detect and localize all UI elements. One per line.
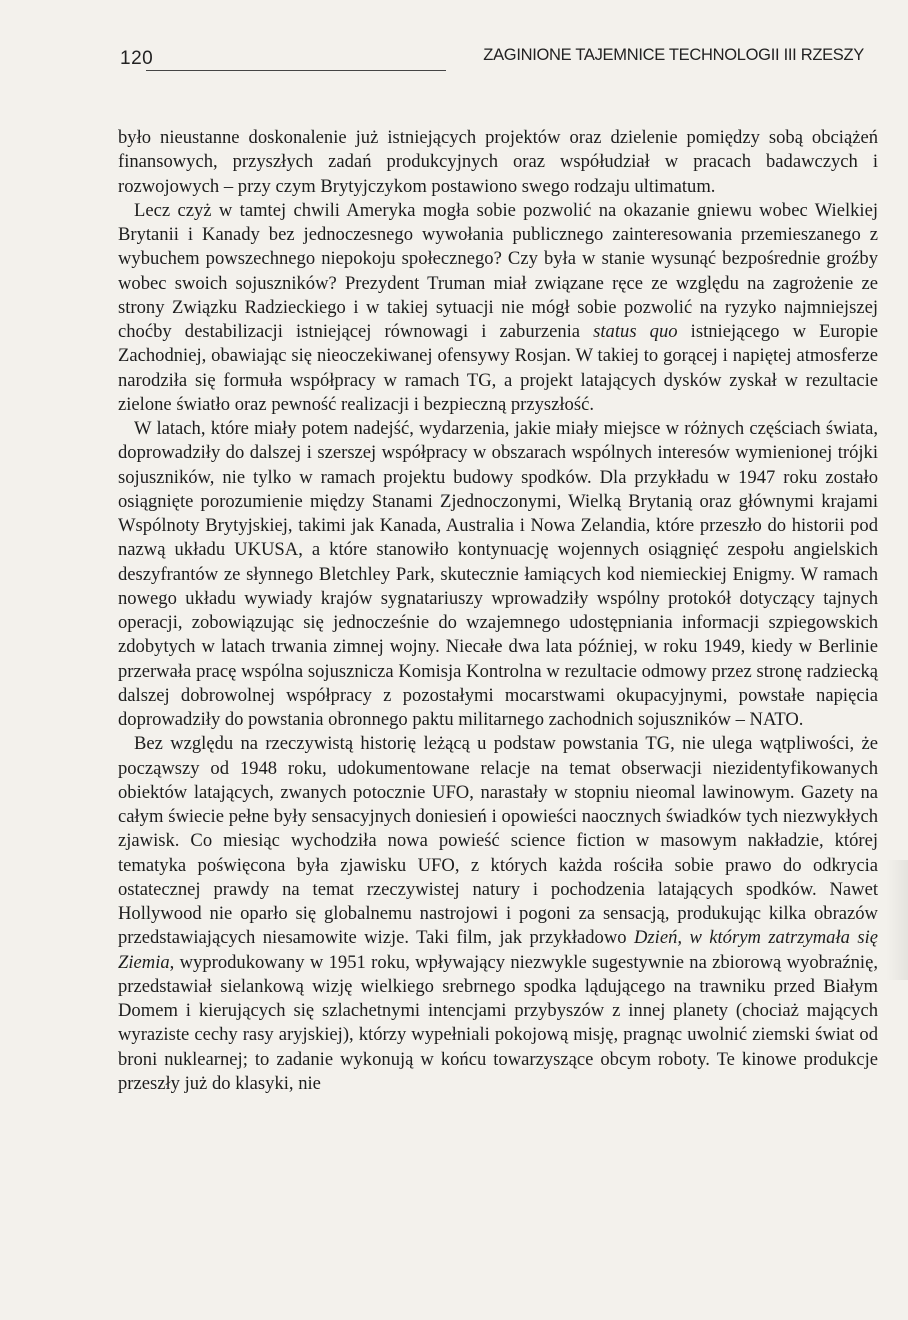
paragraph: Lecz czyż w tamtej chwili Ameryka mogła sobie pozwolić na okazanie gniewu wobec Wielkiej Brytanii i Kanady bez jednoczesnego wywołania publicznego zainteresowania przemieszanego z wybuchem powszechnego niepokoju społecznego? Czy była w stanie wysunąć bezpośrednie groźby wobec swoich sojuszników? Prezydent Truman miał związane ręce ze względu na zagrożenie ze strony Związku Radzieckiego i w takiej sytuacji nie mógł sobie pozwolić na ryzyko najmniejszej choćby destabilizacji istniejącej równowagi i zaburzenia status quo istniejącego w Europie Zachodniej, obawiając się nieoczekiwanej ofensywy Rosjan. W takiej to gorącej i napiętej atmosferze narodziła się formuła współpracy w ramach TG, a projekt latających dysków zyskał w rezultacie zielone światło oraz pewność realizacji i bezpieczną przyszłość. — [118, 199, 878, 415]
page-number: 120 — [120, 48, 154, 69]
header-rule — [146, 70, 446, 71]
paragraph: Bez względu na rzeczywistą historię leżącą u podstaw powstania TG, nie ulega wątpliwości, że począwszy od 1948 roku, udokumentowane relacje na temat obserwacji niezidentyfikowanych obiektów latających, zwanych potocznie UFO, narastały w stopniu nieomal lawinowym. Gazety na całym świecie pełne były sensacyjnych doniesień i opowieści naocznych świadków tych niezwykłych zjawisk. Co miesiąc wychodziła nowa powieść science fiction w masowym nakładzie, której tematyka poświęcona była zjawisku UFO, z których każda rościła sobie prawo do odkrycia ostatecznej prawdy na temat rzeczywistej natury i pochodzenia latających spodków. Nawet Hollywood nie oparło się globalnemu nastrojowi i pogoni za sensacją, produkując kilka obrazów przedstawiających niesamowite wizje. Taki film, jak przykładowo Dzień, w którym zatrzymała się Ziemia, wyprodukowany w 1951 roku, wpływający niezwykle sugestywnie na zbiorową wyobraźnię, przedstawiał sielankową wizję wielkiego srebrnego spodka lądującego na trawniku przed Białym Domem i kierujących się szlachetnymi intencjami przybyszów z innej planety (chociaż mających wyraziste cechy rasy aryjskiej), którzy wypełniali pokojową misję, pragnąc uwolnić ziemski świat od broni nuklearnej; to zadanie wykonują w końcu towarzyszące obcym roboty. Te kinowe produkcje przeszły już do klasyki, nie — [118, 733, 879, 1094]
body-text — [118, 126, 878, 1096]
paragraph: było nieustanne doskonalenie już istniejących projektów oraz dzielenie pomiędzy sobą obciążeń finansowych, przyszłych zadań produkcyjnych oraz współudział w pracach badawczych i rozwojowych – przy czym Brytyjczykom postawiono swego rodzaju ultimatum. — [118, 127, 878, 197]
page-header — [120, 40, 868, 80]
running-title: ZAGINIONE TAJEMNICE TECHNOLOGII III RZESZY — [483, 46, 864, 64]
italic-phrase: status quo — [593, 321, 678, 342]
page-shadow — [886, 860, 908, 980]
paragraph: W latach, które miały potem nadejść, wydarzenia, jakie miały miejsce w różnych częściach świata, doprowadziły do dalszej i szerszej współpracy w obszarach wspólnych interesów wymienionej trójki sojuszników, nie tylko w ramach projektu budowy spodków. Dla przykładu w 1947 roku zostało osiągnięte porozumienie między Stanami Zjednoczonymi, Wielką Brytanią oraz głównymi krajami Wspólnoty Brytyjskiej, takimi jak Kanada, Australia i Nowa Zelandia, które przeszło do historii pod nazwą układu UKUSA, a które stanowiło kontynuację wojennych osiągnięć zespołu angielskich deszyfrantów ze słynnego Bletchley Park, skutecznie łamiących kod niemieckiej Enigmy. W ramach nowego układu wywiady krajów sygnatariuszy wprowadziły wspólny protokół dotyczący tajnych operacji, zobowiązując się jednocześnie do wzajemnego udostępniania informacji szpiegowskich zdobytych w latach trwania zimnej wojny. Niecałe dwa lata później, w roku 1949, kiedy w Berlinie przerwała pracę wspólna sojusznicza Komisja Kontrolna w rezultacie odmowy przez stronę radziecką dalszej dobrowolnej współpracy z pozostałymi mocarstwami okupacyjnymi, powstałe napięcia doprowadziły do powstania obronnego paktu militarnego zachodnich sojuszników – NATO. — [118, 418, 878, 730]
italic-film-title: Dzień, w którym zatrzymała się Ziemia — [118, 927, 879, 973]
